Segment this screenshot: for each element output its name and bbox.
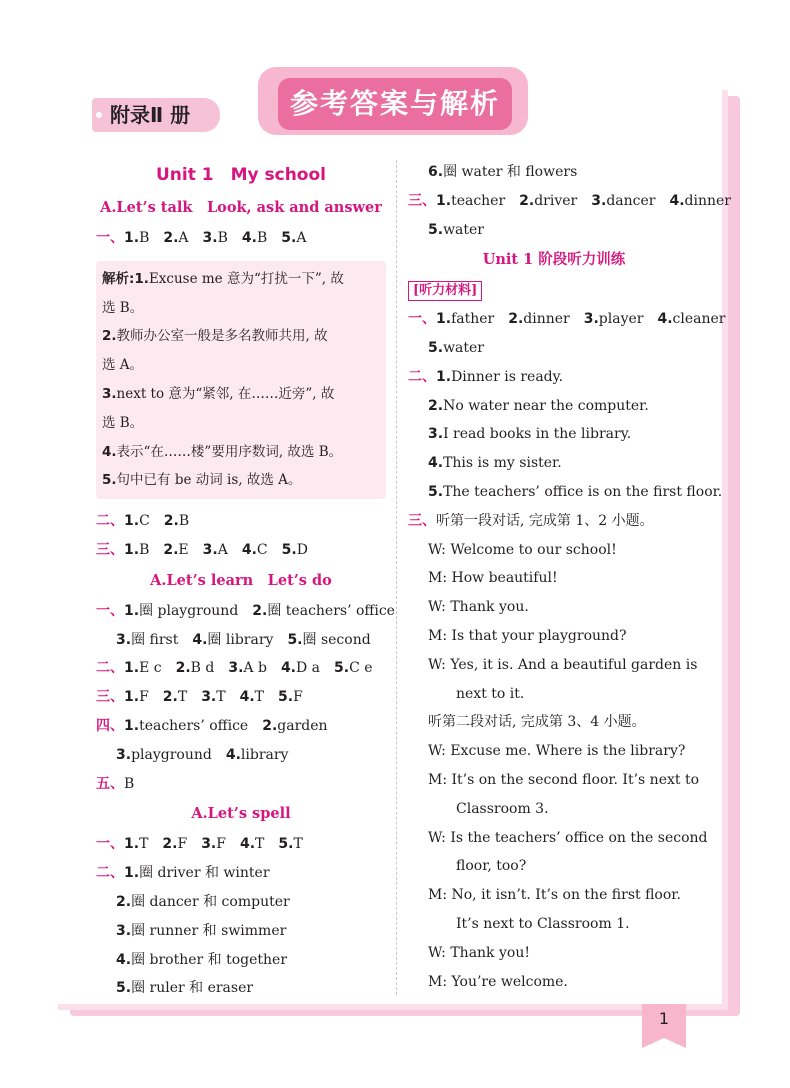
item-number: 2. xyxy=(163,513,179,530)
item-answer: I read books in the library. xyxy=(443,426,632,443)
item-answer: F xyxy=(216,836,240,853)
item-number: 2. xyxy=(116,893,132,910)
dialog-line: W: Excuse me. Where is the library? xyxy=(428,743,686,760)
item-answer: T xyxy=(139,836,163,853)
item-answer: T xyxy=(254,689,278,706)
item-prefix: 二、 xyxy=(96,513,124,530)
item-answer: T xyxy=(216,689,240,706)
item-answer: 圈 teachers’ office xyxy=(267,602,395,619)
left-column xyxy=(96,158,395,1003)
item-answer: library xyxy=(240,746,289,763)
item-prefix: 三、 xyxy=(96,541,124,558)
answer-row: 5.water xyxy=(428,221,484,238)
item-number: 1. xyxy=(124,541,140,558)
tag-row xyxy=(408,276,700,305)
item-prefix: 二、 xyxy=(96,660,124,677)
item-number: 4. xyxy=(657,311,673,328)
item-number: 3. xyxy=(428,426,444,443)
answer-row: 6.圈 water 和 flowers xyxy=(428,164,578,180)
answer-row xyxy=(408,392,700,421)
answer-row xyxy=(96,654,386,683)
answer-row xyxy=(96,917,386,946)
page-number-tab-tail xyxy=(642,1038,664,1048)
item-number: 1. xyxy=(124,836,140,853)
right-column xyxy=(408,158,731,996)
answer-row xyxy=(96,741,386,770)
item-answer: B xyxy=(139,230,164,246)
dialog-line: W: Is the teachers’ office on the second xyxy=(428,829,708,846)
item-number: 4. xyxy=(192,631,208,648)
item-answer: B xyxy=(178,513,190,530)
item-answer: teachers’ office xyxy=(139,717,263,734)
item-answer: T xyxy=(293,836,303,853)
item-number: 2. xyxy=(162,689,178,706)
answer-row xyxy=(96,507,386,536)
item-answer: A xyxy=(217,541,242,558)
item-number: 2. xyxy=(428,397,444,414)
analysis-line: 3.next to 意为“紧邻, 在……近旁”, 故 xyxy=(102,385,335,402)
item-answer: C e xyxy=(349,660,373,677)
page-number-tab-tail xyxy=(664,1038,686,1048)
item-number: 1. xyxy=(124,689,140,706)
page-title: 参考答案与解析 xyxy=(278,78,512,130)
answer-list xyxy=(96,888,386,1003)
item-number: 1. xyxy=(436,192,452,209)
item-answer: 圈 second xyxy=(302,631,371,648)
item-number: 3. xyxy=(228,660,244,677)
item-prefix: 一、 xyxy=(96,836,124,853)
item-answer: A b xyxy=(243,660,281,677)
item-number: 1. xyxy=(124,717,140,734)
item-answer: 圈 ruler 和 eraser xyxy=(131,980,254,997)
item-answer: The teachers’ office is on the first floor. xyxy=(443,483,723,500)
item-number: 4. xyxy=(239,689,255,706)
item-answer: dinner xyxy=(684,192,731,209)
answer-row xyxy=(96,536,386,565)
item-answer: D xyxy=(296,541,308,558)
item-answer: B xyxy=(256,230,282,246)
item-answer: 圈 runner 和 swimmer xyxy=(131,922,287,939)
analysis-line: 选 B。 xyxy=(102,299,144,316)
item-number: 5. xyxy=(278,836,294,853)
item-answer: E xyxy=(178,541,203,558)
item-number: 3. xyxy=(116,631,132,648)
dialog-line: W: Welcome to our school! xyxy=(428,541,617,558)
item-number: 4. xyxy=(241,230,257,246)
answer-row: 5.water xyxy=(428,339,484,356)
item-number: 4. xyxy=(280,660,296,677)
item-answer: dancer xyxy=(606,192,670,209)
item-number: 3. xyxy=(583,311,599,328)
item-answer: A xyxy=(296,230,307,246)
item-answer: C xyxy=(256,541,282,558)
answer-row xyxy=(96,683,386,712)
item-number: 4. xyxy=(669,192,685,209)
item-number: 5. xyxy=(281,230,297,246)
item-number: 2. xyxy=(163,541,179,558)
analysis-label: 解析: xyxy=(102,270,135,287)
answer-row xyxy=(96,712,386,741)
analysis-line: 选 B。 xyxy=(102,414,144,431)
dialog-line: M: Is that your playground? xyxy=(428,627,627,644)
item-number: 2. xyxy=(175,660,191,677)
answer-row xyxy=(96,888,386,917)
analysis-line: 解析:1.Excuse me 意为“打扰一下”, 故 xyxy=(102,270,344,287)
dialog-line: floor, too? xyxy=(456,858,527,875)
item-number: 1. xyxy=(124,513,140,530)
dialog-line: M: How beautiful! xyxy=(428,570,558,587)
answer-row xyxy=(408,305,726,334)
answer-row xyxy=(408,187,731,216)
answer-row: 五、B xyxy=(96,775,135,792)
item-answer: T xyxy=(177,689,202,706)
item-answer: cleaner xyxy=(672,311,726,328)
item-number: 5. xyxy=(116,980,132,997)
dialog-line: M: No, it isn’t. It’s on the first floor. xyxy=(428,887,681,904)
answer-row xyxy=(96,597,395,626)
item-number: 4. xyxy=(239,836,256,853)
answer-row: 二、1.圈 driver 和 winter xyxy=(96,865,270,882)
badge-dot xyxy=(96,112,102,118)
answer-row xyxy=(408,449,700,478)
item-number: 3. xyxy=(201,689,217,706)
column-divider xyxy=(396,160,397,995)
listening-material-tag: [听力材料] xyxy=(408,281,482,301)
answer-row xyxy=(96,626,386,655)
item-answer: T xyxy=(255,836,279,853)
item-answer: father xyxy=(451,311,509,328)
item-number: 5. xyxy=(281,541,297,558)
item-number: 3. xyxy=(202,541,218,558)
dialog xyxy=(408,737,708,996)
item-answer: 圈 playground xyxy=(139,602,253,619)
item-answer: B d xyxy=(190,660,229,677)
item-answer: C xyxy=(139,513,164,530)
dialog-line: M: It’s on the second floor. It’s next to xyxy=(428,771,700,788)
analysis-line: 5.句中已有 be 动词 is, 故选 A。 xyxy=(102,472,302,489)
instruction-row: 听第二段对话, 完成第 3、4 小题。 xyxy=(428,714,646,731)
answer-row xyxy=(96,974,386,1003)
dialog-line: It’s next to Classroom 1. xyxy=(456,915,630,932)
item-answer: 圈 library xyxy=(207,631,288,648)
item-number: 1. xyxy=(124,660,140,677)
item-number: 5. xyxy=(334,660,350,677)
item-number: 1. xyxy=(124,230,140,246)
item-number: 4. xyxy=(116,951,132,968)
item-answer: No water near the computer. xyxy=(443,397,649,414)
item-number: 4. xyxy=(225,746,241,763)
item-number: 4. xyxy=(428,455,444,472)
item-number: 3. xyxy=(201,836,217,853)
section-title-learn: A.Let’s learn Let’s do xyxy=(150,571,332,589)
item-prefix: 一、 xyxy=(408,311,436,328)
item-prefix: 三、 xyxy=(408,192,436,209)
dialog-line: W: Yes, it is. And a beautiful garden is xyxy=(428,656,698,673)
item-number: 2. xyxy=(163,230,179,246)
item-answer: F xyxy=(177,836,202,853)
item-answer: player xyxy=(598,311,658,328)
item-answer: A xyxy=(178,230,203,246)
item-answer: This is my sister. xyxy=(443,455,562,472)
dialog-line: W: Thank you! xyxy=(428,944,530,961)
item-answer: F xyxy=(293,689,303,706)
dialog xyxy=(408,536,700,680)
item-answer: teacher xyxy=(451,192,520,209)
dialog-line: M: You’re welcome. xyxy=(428,973,568,990)
answer-row xyxy=(408,420,700,449)
answer-row xyxy=(96,224,386,253)
item-answer: F xyxy=(139,689,163,706)
instruction-row: 三、听第一段对话, 完成第 1、2 小题。 xyxy=(408,512,654,529)
item-answer: 圈 first xyxy=(131,631,193,648)
item-number: 3. xyxy=(202,230,218,246)
item-number: 1. xyxy=(124,602,140,619)
item-answer: playground xyxy=(131,746,226,763)
dialog-line: W: Thank you. xyxy=(428,599,529,616)
answer-row xyxy=(96,830,386,859)
item-prefix: 一、 xyxy=(96,230,124,246)
answer-row xyxy=(96,946,386,975)
item-number: 5. xyxy=(278,689,294,706)
item-prefix: 一、 xyxy=(96,602,124,619)
item-answer: B xyxy=(139,541,164,558)
unit-title: Unit 1 My school xyxy=(155,165,326,185)
item-number: 2. xyxy=(262,717,278,734)
section-title-talk: A.Let’s talk Look, ask and answer xyxy=(100,199,382,216)
item-number: 5. xyxy=(428,483,444,500)
item-number: 2. xyxy=(162,836,178,853)
item-answer: garden xyxy=(277,717,328,734)
answer-row xyxy=(408,478,723,507)
analysis-box xyxy=(96,261,386,499)
answer-list xyxy=(408,392,723,507)
section-title-listening: Unit 1 阶段听力训练 xyxy=(482,251,626,269)
item-number: 2. xyxy=(508,311,524,328)
item-number: 1. xyxy=(436,311,452,328)
item-answer: 圈 dancer 和 computer xyxy=(131,893,290,910)
item-prefix: 三、 xyxy=(96,689,124,706)
dialog-line: Classroom 3. xyxy=(456,800,549,817)
item-number: 3. xyxy=(116,746,132,763)
analysis-line: 选 A。 xyxy=(102,357,144,374)
analysis-line: 2.教师办公室一般是多名教师共用, 故 xyxy=(102,328,328,345)
item-answer: B xyxy=(217,230,242,246)
item-number: 3. xyxy=(116,922,132,939)
analysis-line: 4.表示“在……楼”要用序数词, 故选 B。 xyxy=(102,443,343,460)
appendix-label: 附录Ⅱ 册 xyxy=(110,103,191,127)
item-answer: D a xyxy=(296,660,335,677)
item-answer: dinner xyxy=(523,311,584,328)
item-prefix: 四、 xyxy=(96,717,124,734)
page-number: 1 xyxy=(658,1009,670,1028)
dialog-line: next to it. xyxy=(456,685,525,702)
item-number: 5. xyxy=(287,631,303,648)
item-number: 2. xyxy=(252,602,268,619)
section-title-spell: A.Let’s spell xyxy=(191,805,291,823)
item-number: 4. xyxy=(241,541,257,558)
item-number: 3. xyxy=(591,192,607,209)
item-answer: driver xyxy=(534,192,592,209)
item-number: 2. xyxy=(519,192,535,209)
item-answer: 圈 brother 和 together xyxy=(131,951,288,968)
item-answer: E c xyxy=(139,660,176,677)
answer-row: 二、1.Dinner is ready. xyxy=(408,368,564,385)
